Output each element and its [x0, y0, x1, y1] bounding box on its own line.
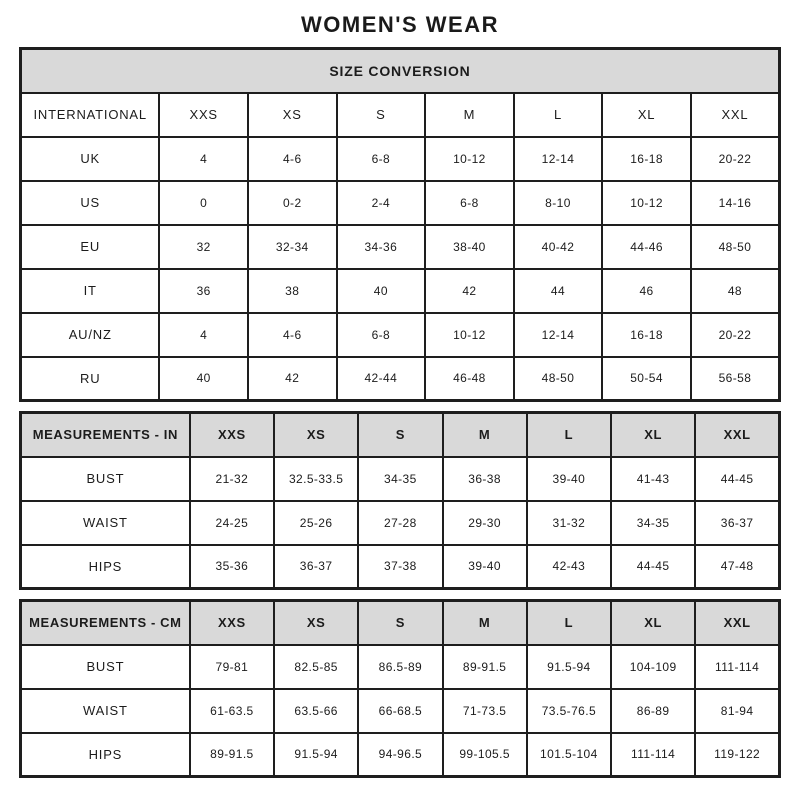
- cell-value: 46-48: [425, 357, 514, 401]
- row-label-waist: WAIST: [21, 501, 190, 545]
- cell-value: 4: [159, 137, 248, 181]
- cell-value: 39-40: [443, 545, 527, 589]
- cell-value: 0-2: [248, 181, 337, 225]
- cell-value: 16-18: [602, 137, 691, 181]
- cell-value: 12-14: [514, 313, 603, 357]
- row-label-uk: UK: [21, 137, 160, 181]
- size-header-s: S: [337, 93, 426, 137]
- table-row-bust-cm: [21, 645, 780, 689]
- cell-value: 34-35: [611, 501, 695, 545]
- cell-value: 32-34: [248, 225, 337, 269]
- cell-value: 32: [159, 225, 248, 269]
- cell-value: 42: [248, 357, 337, 401]
- size-header-xxl: XXL: [691, 93, 780, 137]
- cell-value: 79-81: [190, 645, 274, 689]
- cell-value: 44: [514, 269, 603, 313]
- cell-value: 10-12: [425, 137, 514, 181]
- cell-value: 6-8: [337, 137, 426, 181]
- cell-value: 40: [159, 357, 248, 401]
- size-header-xs: XS: [248, 93, 337, 137]
- cell-value: 119-122: [695, 733, 779, 777]
- cell-value: 42-43: [527, 545, 611, 589]
- cell-value: 34-36: [337, 225, 426, 269]
- size-header-l: L: [527, 413, 611, 457]
- row-label-aunz: AU/NZ: [21, 313, 160, 357]
- measurements-cm-table: [19, 599, 781, 778]
- cell-value: 94-96.5: [358, 733, 442, 777]
- row-label-ru: RU: [21, 357, 160, 401]
- cell-value: 44-45: [695, 457, 779, 501]
- cell-value: 6-8: [425, 181, 514, 225]
- cell-value: 42-44: [337, 357, 426, 401]
- cell-value: 10-12: [602, 181, 691, 225]
- row-label-us: US: [21, 181, 160, 225]
- cell-value: 104-109: [611, 645, 695, 689]
- cell-value: 0: [159, 181, 248, 225]
- cell-value: 2-4: [337, 181, 426, 225]
- cell-value: 34-35: [358, 457, 442, 501]
- measurements-cm-title: MEASUREMENTS - CM: [21, 601, 190, 645]
- row-label-international: INTERNATIONAL: [21, 93, 160, 137]
- cell-value: 91.5-94: [527, 645, 611, 689]
- size-conversion-table: [19, 47, 781, 402]
- cell-value: 111-114: [611, 733, 695, 777]
- row-label-bust: BUST: [21, 645, 190, 689]
- table-row-ru: [21, 357, 780, 401]
- cell-value: 6-8: [337, 313, 426, 357]
- measurements-in-title: MEASUREMENTS - IN: [21, 413, 190, 457]
- row-label-hips: HIPS: [21, 733, 190, 777]
- cell-value: 50-54: [602, 357, 691, 401]
- row-label-waist: WAIST: [21, 689, 190, 733]
- cell-value: 56-58: [691, 357, 780, 401]
- size-header-xs: XS: [274, 601, 358, 645]
- cell-value: 10-12: [425, 313, 514, 357]
- cell-value: 82.5-85: [274, 645, 358, 689]
- cell-value: 32.5-33.5: [274, 457, 358, 501]
- cell-value: 40: [337, 269, 426, 313]
- size-header-l: L: [527, 601, 611, 645]
- cell-value: 63.5-66: [274, 689, 358, 733]
- cell-value: 31-32: [527, 501, 611, 545]
- cell-value: 91.5-94: [274, 733, 358, 777]
- size-header-xxs: XXS: [159, 93, 248, 137]
- cell-value: 47-48: [695, 545, 779, 589]
- size-conversion-header-row: [21, 93, 780, 137]
- cell-value: 89-91.5: [190, 733, 274, 777]
- cell-value: 86-89: [611, 689, 695, 733]
- measurements-in-header-row: [21, 413, 780, 457]
- cell-value: 48: [691, 269, 780, 313]
- cell-value: 42: [425, 269, 514, 313]
- cell-value: 46: [602, 269, 691, 313]
- cell-value: 61-63.5: [190, 689, 274, 733]
- size-header-xxl: XXL: [695, 413, 779, 457]
- size-header-xxl: XXL: [695, 601, 779, 645]
- cell-value: 16-18: [602, 313, 691, 357]
- cell-value: 111-114: [695, 645, 779, 689]
- cell-value: 71-73.5: [443, 689, 527, 733]
- size-header-s: S: [358, 413, 442, 457]
- table-row-us: [21, 181, 780, 225]
- cell-value: 36: [159, 269, 248, 313]
- cell-value: 4: [159, 313, 248, 357]
- cell-value: 86.5-89: [358, 645, 442, 689]
- cell-value: 25-26: [274, 501, 358, 545]
- table-row-waist-cm: [21, 689, 780, 733]
- cell-value: 66-68.5: [358, 689, 442, 733]
- cell-value: 20-22: [691, 137, 780, 181]
- cell-value: 14-16: [691, 181, 780, 225]
- table-row-hips-cm: [21, 733, 780, 777]
- cell-value: 21-32: [190, 457, 274, 501]
- cell-value: 73.5-76.5: [527, 689, 611, 733]
- table-row-aunz: [21, 313, 780, 357]
- cell-value: 27-28: [358, 501, 442, 545]
- table-row-bust-in: [21, 457, 780, 501]
- cell-value: 4-6: [248, 137, 337, 181]
- cell-value: 38: [248, 269, 337, 313]
- cell-value: 41-43: [611, 457, 695, 501]
- cell-value: 101.5-104: [527, 733, 611, 777]
- table-row-eu: [21, 225, 780, 269]
- cell-value: 44-45: [611, 545, 695, 589]
- size-header-m: M: [425, 93, 514, 137]
- cell-value: 48-50: [514, 357, 603, 401]
- cell-value: 4-6: [248, 313, 337, 357]
- row-label-it: IT: [21, 269, 160, 313]
- size-header-l: L: [514, 93, 603, 137]
- cell-value: 39-40: [527, 457, 611, 501]
- size-conversion-title: SIZE CONVERSION: [21, 49, 780, 93]
- size-header-m: M: [443, 601, 527, 645]
- cell-value: 81-94: [695, 689, 779, 733]
- table-row-uk: [21, 137, 780, 181]
- table-row-hips-in: [21, 545, 780, 589]
- page-title: WOMEN'S WEAR: [301, 12, 499, 37]
- size-header-xl: XL: [611, 601, 695, 645]
- size-header-xl: XL: [611, 413, 695, 457]
- table-row-it: [21, 269, 780, 313]
- size-header-xxs: XXS: [190, 413, 274, 457]
- size-header-s: S: [358, 601, 442, 645]
- cell-value: 48-50: [691, 225, 780, 269]
- cell-value: 36-37: [274, 545, 358, 589]
- size-conversion-title-row: [21, 49, 780, 93]
- table-row-waist-in: [21, 501, 780, 545]
- cell-value: 8-10: [514, 181, 603, 225]
- cell-value: 20-22: [691, 313, 780, 357]
- cell-value: 99-105.5: [443, 733, 527, 777]
- cell-value: 38-40: [425, 225, 514, 269]
- size-header-m: M: [443, 413, 527, 457]
- row-label-bust: BUST: [21, 457, 190, 501]
- measurements-cm-header-row: [21, 601, 780, 645]
- measurements-in-table: [19, 411, 781, 590]
- cell-value: 37-38: [358, 545, 442, 589]
- cell-value: 12-14: [514, 137, 603, 181]
- cell-value: 29-30: [443, 501, 527, 545]
- size-header-xxs: XXS: [190, 601, 274, 645]
- cell-value: 35-36: [190, 545, 274, 589]
- row-label-eu: EU: [21, 225, 160, 269]
- cell-value: 89-91.5: [443, 645, 527, 689]
- row-label-hips: HIPS: [21, 545, 190, 589]
- cell-value: 36-38: [443, 457, 527, 501]
- cell-value: 36-37: [695, 501, 779, 545]
- size-header-xs: XS: [274, 413, 358, 457]
- cell-value: 44-46: [602, 225, 691, 269]
- size-header-xl: XL: [602, 93, 691, 137]
- cell-value: 24-25: [190, 501, 274, 545]
- cell-value: 40-42: [514, 225, 603, 269]
